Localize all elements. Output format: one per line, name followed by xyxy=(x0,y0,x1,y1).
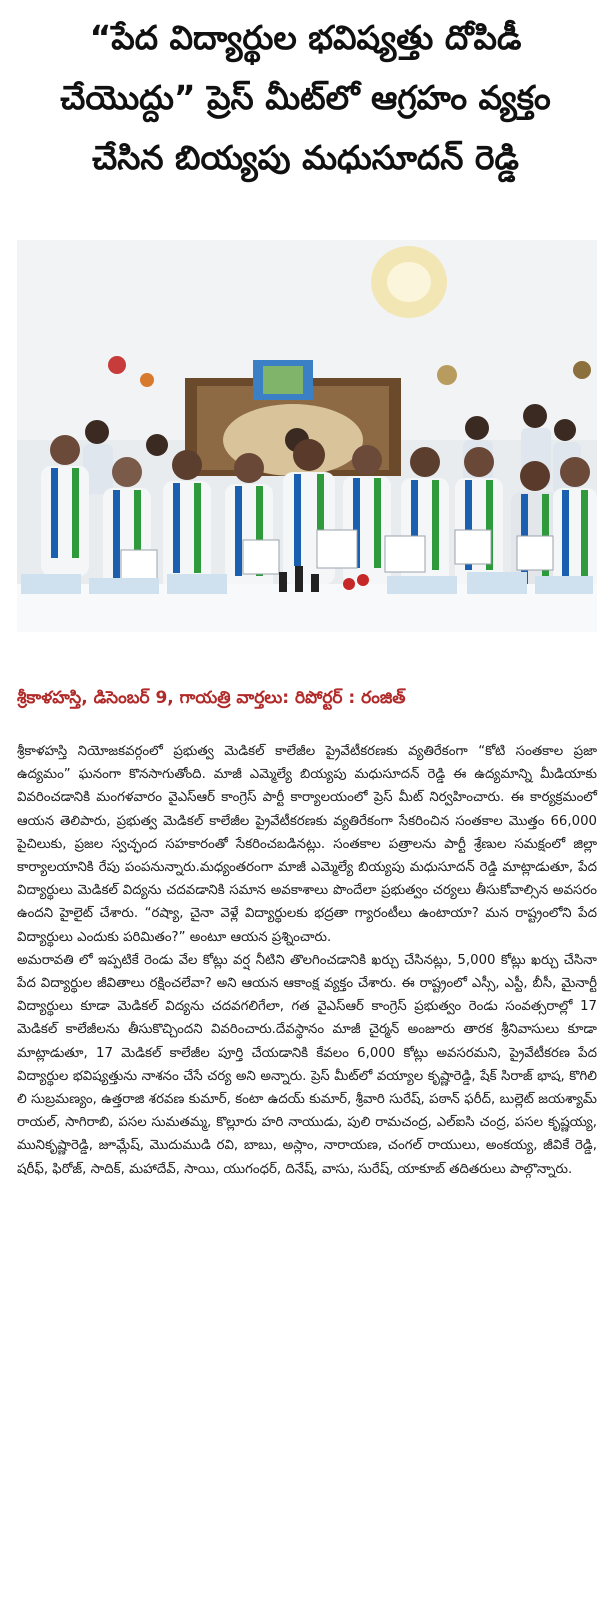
article-paragraph: శ్రీకాళహస్తి నియోజకవర్గంలో ప్రభుత్వ మెడికల్ కాలేజీల ప్రైవేటీకరణకు వ్యతిరేకంగా “కోటి సంతకాల ప్రజా ఉద్యమం” ఘనంగా కొనసాగుతోంది. మాజీ ఎమ్మెల్యే బియ్యపు మధుసూదన్ రెడ్డి ఈ ఉద్యమాన్ని మీడియాకు వివరించడానికి మంగళవారం వైఎస్ఆర్ కాంగ్రెస్ పార్టీ కార్యాలయంలో ప్రెస్ మీట్ నిర్వహించారు. ఈ కార్యక్రమంలో ఆయన తెలిపారు, ప్రభుత్వ మెడికల్ కాలేజీల ప్రైవేటీకరణకు వ్యతిరేకంగా సేకరించిన సంతకాల మొత్తం 66,000 పైచిలుకు, ప్రజల స్వచ్ఛంద సహకారంతో సేకరించబడినట్లు. సంతకాల పత్రాలను పార్టీ శ్రేణుల సమక్షంలో జిల్లా కార్యాలయానికి రేపు పంపనున్నారు.మధ్యంతరంగా మాజీ ఎమ్మెల్యే బియ్యపు మధుసూదన్ రెడ్డి మాట్లాడుతూ, పేద విద్యార్థులు మెడికల్ విద్యను చదవడానికి సమాన అవకాశాలు పొందేలా ప్రభుత్వం చర్యలు తీసుకోవాల్సిన అవసరం ఉందని హైలైట్ చేశారు. “రష్యా, చైనా వెళ్లే విద్యార్థులకు భద్రతా గ్యారంటీలు ఉంటాయా? మన రాష్ట్రంలోని పేద విద్యార్థులు ఎందుకు పరిమితం?” అంటూ ఆయన ప్రశ్నించారు. xyxy=(17,744,597,945)
article-paragraph: అమరావతి లో ఇప్పటికే రెండు వేల కోట్లు వర్ష నీటిని తొలగించడానికి ఖర్చు చేసినట్లు, 5,000 కోట్లు ఖర్చు చేసినా పేద విద్యార్థుల జీవితాలు రక్షించలేవా? అని ఆయన ఆకాంక్ష వ్యక్తం చేశారు. ఈ రాష్ట్రంలో ఎస్సీ, ఎస్టీ, బీసీ, మైనార్టీ విద్యార్థులు కూడా మెడికల్ విద్యను చదవగలిగేలా, గత వైఎస్ఆర్ కాంగ్రెస్ ప్రభుత్వం రెండు సంవత్సరాల్లో 17 మెడికల్ కాలేజీలను తీసుకొచ్చిందని వివరించారు.దేవస్థానం మాజీ చైర్మన్ అంజూరు తారక శ్రీనివాసులు కూడా మాట్లాడుతూ, 17 మెడికల్ కాలేజీల పూర్తి చేయడానికి కేవలం 6,000 కోట్లు అవసరమని, ప్రైవేటీకరణ పేద విద్యార్థుల భవిష్యత్తును నాశనం చేసే చర్య అని అన్నారు. ప్రెస్ మీట్‌లో వయ్యాల కృష్ణారెడ్డి, షేక్ సిరాజ్ భాష, కొగిలి లి సుబ్రమణ్యం, ఉత్తరాజి శరవణ కుమార్, కంటా ఉదయ్ కుమార్, శ్రీవారి సురేష్, పఠాన్ ఫరీద్, బుల్లెట్ జయశ్యామ్ రాయల్, సాగిరాబి, పసల సుమతమ్మ, కొల్లూరు హరి నాయుడు, పులి రామచంద్ర, ఎల్ఐసి చంద్ర, పసల కృష్ణయ్య, మునికృష్ణారెడ్డి, జూమ్లేష్, మొదుముడి రవి, బాబు, అస్లాం, నారాయణ, చంగల్ రాయులు, అంకయ్య, జీవికే రెడ్డి, షరీఫ్, ఫిరోజ్, సాదిక్, మహాదేవ్, సాయి, యుగంధర్, దినేష్, వాసు, సురేష్, యాకూబ్ తదితరులు పాల్గొన్నారు. xyxy=(17,952,597,1177)
headline: “పేద విద్యార్థుల భవిష్యత్తు దోపిడీ చేయొద్దు” ప్రెస్ మీట్‌లో ఆగ్రహం వ్యక్తం చేసిన బియ్యపు మధుసూదన్ రెడ్డి xyxy=(60,18,551,177)
press-meet-photo xyxy=(17,240,597,632)
dateline: శ్రీకాళహస్తి, డిసెంబర్ 9, గాయత్రి వార్తలు: రిపోర్టర్ : రంజిత్ xyxy=(17,688,406,708)
article-body xyxy=(17,740,597,1181)
